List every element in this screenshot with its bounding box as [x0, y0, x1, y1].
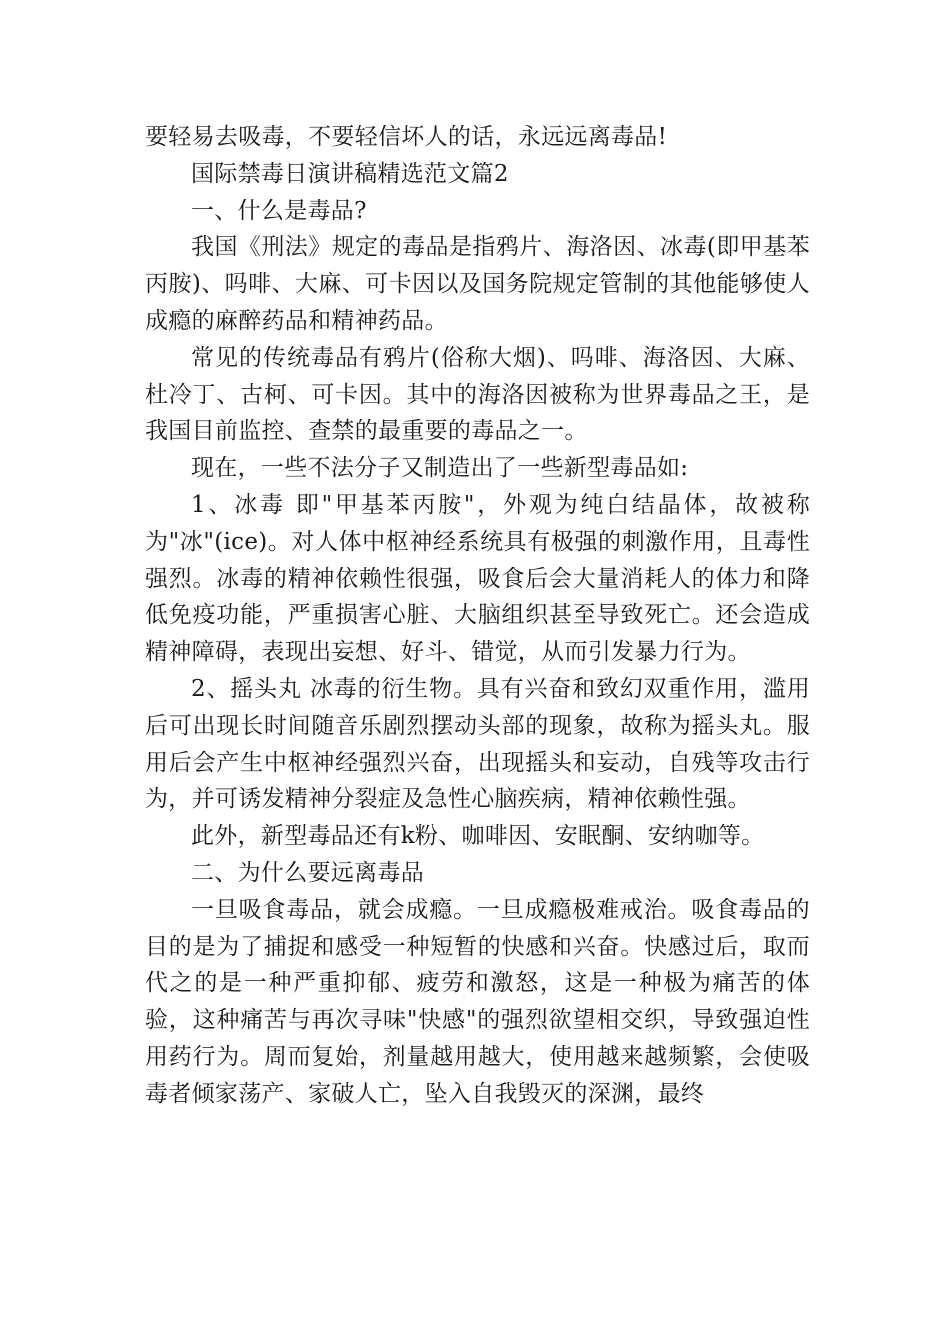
- paragraph-traditional-drugs: 常见的传统毒品有鸦片(俗称大烟)、吗啡、海洛因、大麻、杜冷丁、古柯、可卡因。其中的海洛因被称为世界毒品之王，是我国目前监控、查禁的最重要的毒品之一。: [145, 344, 810, 445]
- paragraph-ecstasy: 2、摇头丸 冰毒的衍生物。具有兴奋和致幻双重作用，滥用后可出现长时间随音乐剧烈摆动头部的现象，故称为摇头丸。服用后会产生中枢神经强烈兴奋，出现摇头和妄动，自残等攻击行为，并可诱发精神分裂症及急性心脑疾病，精神依赖性强。: [145, 675, 810, 813]
- paragraph-continuation: 要轻易去吸毒，不要轻信坏人的话，永远远离毒品!: [145, 124, 668, 150]
- document-body: [145, 119, 810, 1113]
- paragraph-drug-definition: 我国《刑法》规定的毒品是指鸦片、海洛因、冰毒(即甲基苯丙胺)、吗啡、大麻、可卡因以及国务院规定管制的其他能够使人成瘾的麻醉药品和精神药品。: [145, 234, 810, 334]
- paragraph-new-drugs-intro: 现在，一些不法分子又制造出了一些新型毒品如:: [191, 455, 689, 482]
- paragraph-other-new-drugs: 此外，新型毒品还有k粉、咖啡因、安眠酮、安纳咖等。: [191, 823, 765, 850]
- paragraph-addiction: 一旦吸食毒品，就会成瘾。一旦成瘾极难戒治。吸食毒品的目的是为了捕捉和感受一种短暂的快感和兴奋。快感过后，取而代之的是一种严重抑郁、疲劳和激怒，这是一种极为痛苦的体验，这种痛苦与再次寻味"快感"的强烈欲望相交织，导致强迫性用药行为。周而复始，剂量越用越大，使用越来越频繁，会使吸毒者倾家荡产、家破人亡，坠入自我毁灭的深渊，最终: [145, 896, 810, 1107]
- section-heading-why-avoid: 二、为什么要远离毒品: [191, 859, 424, 886]
- article-heading: 国际禁毒日演讲稿精选范文篇2: [191, 160, 509, 187]
- paragraph-ice: 1、冰毒 即"甲基苯丙胺"，外观为纯白结晶体，故被称为"冰"(ice)。对人体中枢神经系统具有极强的刺激作用，且毒性强烈。冰毒的精神依赖性很强，吸食后会大量消耗人的体力和降低免疫功能，严重损害心脏、大脑组织甚至导致死亡。还会造成精神障碍，表现出妄想、好斗、错觉，从而引发暴力行为。: [145, 491, 810, 666]
- section-heading-what-is-drug: 一、什么是毒品?: [191, 197, 367, 224]
